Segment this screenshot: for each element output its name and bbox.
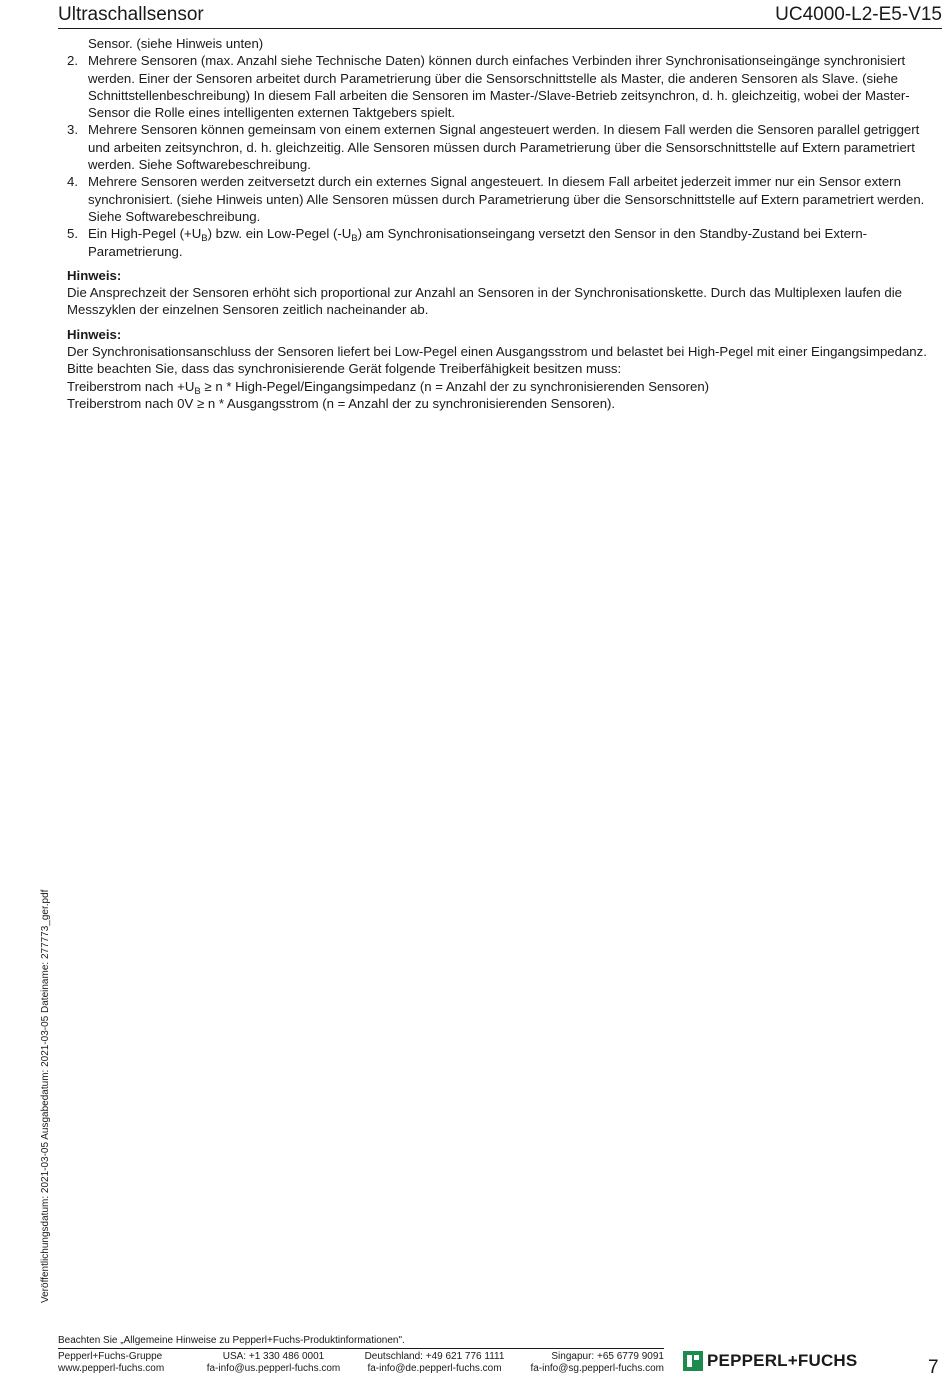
- footer-usa: [206, 1351, 341, 1374]
- hint-2-text: Der Synchronisationsanschluss der Sensoren liefert bei Low-Pegel einen Ausgangsstrom und belastet bei High-Pegel mit einer Eingangsimpedanz. Bitte beachten Sie, dass das synchronisierende Gerät folgende Treiberfähigkeit besitzen muss:: [67, 344, 927, 377]
- hint-1-text: Die Ansprechzeit der Sensoren erhöht sich proportional zur Anzahl an Sensoren in der Synchronisationskette. Durch das Multiplexen laufen die Messzyklen der einzelnen Sensoren zeitlich nacheinander ab.: [67, 285, 902, 318]
- footer-germany-email[interactable]: fa-info@de.pepperl-fuchs.com: [367, 1362, 502, 1374]
- footer-germany-phone: Deutschland: +49 621 776 1111: [364, 1351, 505, 1362]
- text-fragment: ≥ n * High-Pegel/Eingangsimpedanz (n = Anzahl der zu synchronisierenden Sensoren): [200, 378, 710, 394]
- formula-1: [67, 378, 933, 395]
- list-text: Mehrere Sensoren werden zeitversetzt durch ein externes Signal angesteuert. In diesem Fall arbeitet jederzeit immer nur ein Sensor extern synchronisiert. (siehe Hinweis unten) Alle Sensoren müssen durch Parametrierung über die Sensorschnittstelle auf Extern parametriert werden. Siehe Softwarebeschreibung.: [88, 174, 925, 224]
- list-item-2: [67, 52, 933, 121]
- text-fragment: Ein High-Pegel (+U: [88, 226, 202, 242]
- document-title: Ultraschallsensor: [58, 4, 204, 25]
- footer-usa-email[interactable]: fa-info@us.pepperl-fuchs.com: [206, 1362, 341, 1374]
- header-divider: [58, 28, 942, 29]
- footer-singapore-email[interactable]: fa-info@sg.pepperl-fuchs.com: [530, 1362, 664, 1374]
- list-item-5: [67, 225, 933, 260]
- subscript: B: [201, 233, 208, 245]
- footer-singapore-phone: Singapur: +65 6779 9091: [551, 1351, 664, 1362]
- list-item-4: [67, 173, 933, 225]
- list-number: 4.: [67, 174, 78, 190]
- formula-2: Treiberstrom nach 0V ≥ n * Ausgangsstrom (n = Anzahl der zu synchronisierenden Sensoren).: [67, 395, 616, 411]
- text-fragment: ) bzw. ein Low-Pegel (-U: [207, 226, 352, 242]
- publication-info: Veröffentlichungsdatum: 2021-03-05 Ausgabedatum: 2021-03-05 Dateiname: 277773_ger.pdf: [40, 889, 51, 1303]
- list-item-3: [67, 121, 933, 173]
- footer-note: Beachten Sie „Allgemeine Hinweise zu Pepperl+Fuchs-Produktinformationen".: [58, 1335, 405, 1346]
- product-model: UC4000-L2-E5-V15: [775, 4, 942, 25]
- logo-text: PEPPERL+FUCHS: [707, 1351, 858, 1370]
- footer-germany: [362, 1351, 507, 1374]
- list-text: [88, 225, 933, 260]
- page-number: 7: [928, 1357, 939, 1378]
- footer-website-link[interactable]: www.pepperl-fuchs.com: [58, 1362, 165, 1374]
- list-number: 3.: [67, 122, 78, 138]
- hint-2-title: Hinweis:: [67, 326, 122, 342]
- footer-usa-phone: USA: +1 330 486 0001: [222, 1351, 325, 1362]
- footer-group-name: Pepperl+Fuchs-Gruppe: [58, 1351, 163, 1362]
- company-logo: [683, 1351, 857, 1371]
- list-number: 5.: [67, 226, 78, 242]
- list-number: 2.: [67, 53, 78, 69]
- logo-mark-icon: [683, 1351, 703, 1371]
- main-content: [67, 35, 933, 412]
- footer-singapore: [526, 1351, 664, 1374]
- text-fragment: ) am Synchronisationseingang versetzt den Sensor in den Standby-Zustand bei Extern-Parametrierung.: [88, 226, 868, 259]
- list-text: Mehrere Sensoren (max. Anzahl siehe Technische Daten) können durch einfaches Verbinden ihrer Synchronisationseingänge synchronisiert werden. Einer der Sensoren arbeitet durch Parametrierung über die Sensorschnittstelle als Master, die anderen Sensoren als Slave. (siehe Schnittstellenbeschreibung) In diesem Fall arbeiten die Sensoren im Master-/Slave-Betrieb zeitsynchron, d. h. gleichzeitig, wobei der Master-Sensor die Rolle eines intelligenten externen Taktgebers spielt.: [88, 53, 910, 121]
- hint-1-title: Hinweis:: [67, 267, 122, 283]
- footer-divider: [58, 1348, 664, 1349]
- list-item-1-continuation: Sensor. (siehe Hinweis unten): [88, 36, 264, 51]
- list-text: Mehrere Sensoren können gemeinsam von einem externen Signal angesteuert werden. In diesem Fall werden die Sensoren parallel getriggert und arbeiten zeitsynchron, d. h. gleichzeitig. Alle Sensoren müssen durch Parametrierung über die Sensorschnittstelle auf Extern parametriert werden. Siehe Softwarebeschreibung.: [88, 122, 920, 173]
- subscript: B: [194, 385, 201, 397]
- footer-group: [58, 1351, 164, 1374]
- text-fragment: Treiberstrom nach +U: [67, 378, 195, 394]
- subscript: B: [351, 233, 358, 245]
